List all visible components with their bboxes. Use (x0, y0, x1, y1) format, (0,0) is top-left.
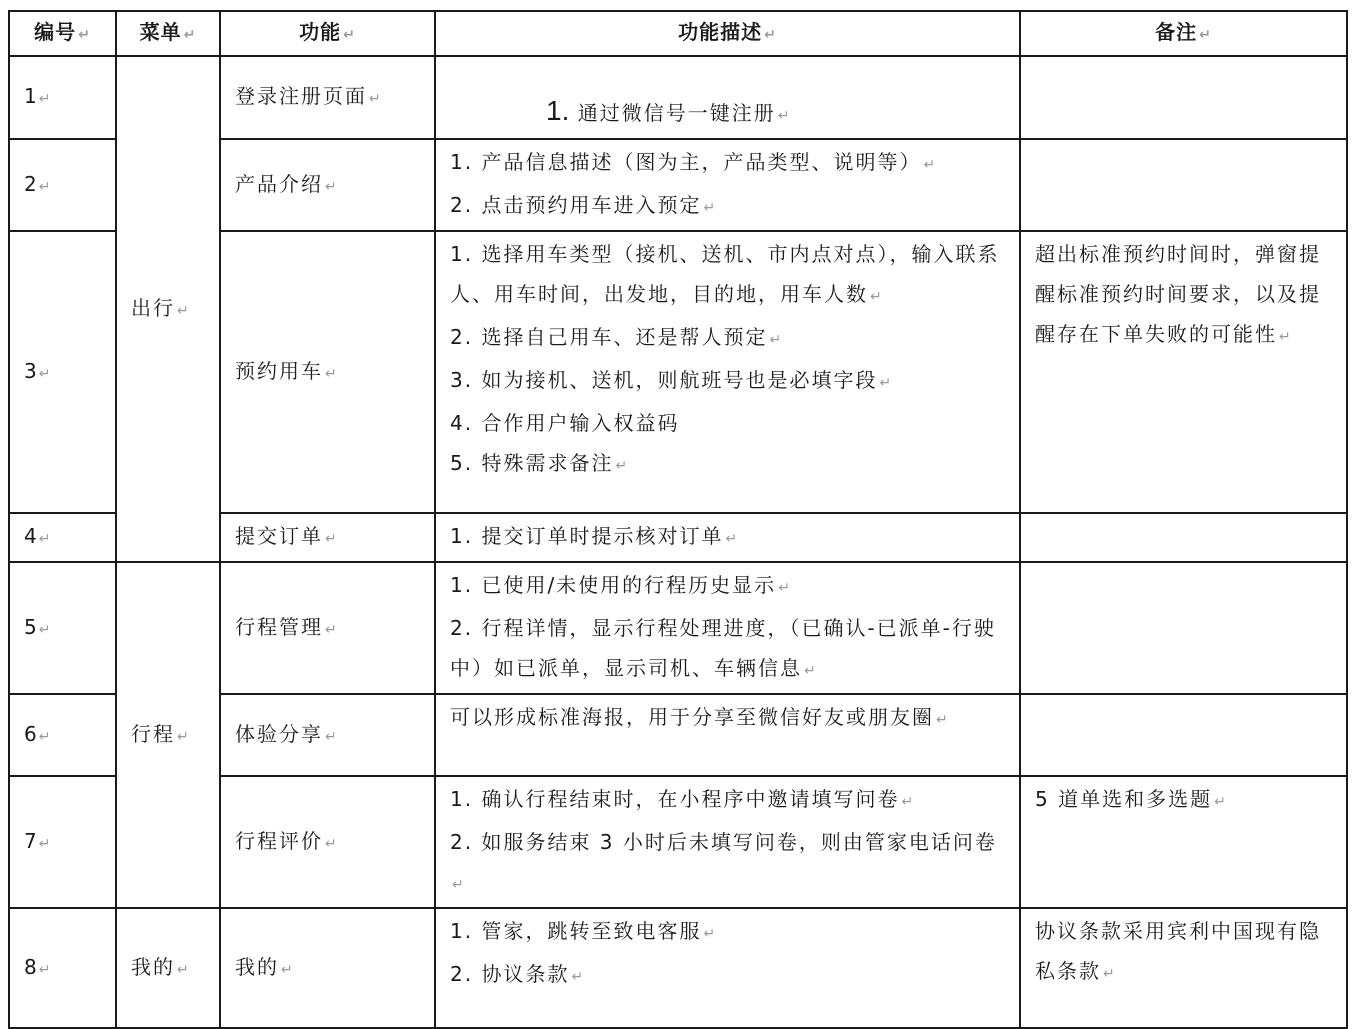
table-row (9, 562, 1347, 694)
table-row (9, 908, 1347, 1028)
description-cell: 1. 产品信息描述（图为主，产品类型、说明等） ↵ 2. 点击预约用车进入预定 ↵ (435, 139, 1020, 231)
menu-cell: 我的 ↵ (116, 908, 220, 1028)
note-cell (1020, 562, 1347, 694)
row-number: 1 ↵ (9, 56, 116, 139)
row-number: 7 ↵ (9, 776, 116, 908)
header-description: 功能描述 ↵ (435, 11, 1020, 56)
feature-cell: 行程评价 ↵ (220, 776, 435, 908)
description-cell: 可以形成标准海报，用于分享至微信好友或朋友圈 ↵ (435, 694, 1020, 776)
feature-spec-table (8, 10, 1348, 1029)
description-cell: 1. 提交订单时提示核对订单 ↵ (435, 513, 1020, 562)
header-row (9, 11, 1347, 56)
row-number: 5 ↵ (9, 562, 116, 694)
note-cell (1020, 513, 1347, 562)
feature-cell: 登录注册页面 ↵ (220, 56, 435, 139)
note-cell (1020, 56, 1347, 139)
note-cell (1020, 694, 1347, 776)
note-cell: 协议条款采用宾利中国现有隐私条款 ↵ (1020, 908, 1347, 1028)
header-menu: 菜单 ↵ (116, 11, 220, 56)
row-number: 4 ↵ (9, 513, 116, 562)
description-cell: 1. 确认行程结束时，在小程序中邀请填写问卷 ↵ 2. 如服务结束 3 小时后未填写问卷，则由管家电话问卷↵ (435, 776, 1020, 908)
row-number: 8 ↵ (9, 908, 116, 1028)
feature-cell: 行程管理 ↵ (220, 562, 435, 694)
description-cell: 1. 已使用/未使用的行程历史显示 ↵ 2. 行程详情，显示行程处理进度，（已确认-已派单-行驶中）如已派单，显示司机、车辆信息 ↵ (435, 562, 1020, 694)
description-cell: 1. 选择用车类型（接机、送机、市内点对点），输入联系人、用车时间，出发地，目的地，用车人数 ↵ 2. 选择自己用车、还是帮人预定 ↵ 3. 如为接机、送机，则航班号也是必填字段 ↵ 4. 合作用户输入权益码 5. 特殊需求备注 ↵ (435, 231, 1020, 513)
row-number: 6 ↵ (9, 694, 116, 776)
note-cell (1020, 139, 1347, 231)
row-number: 3 ↵ (9, 231, 116, 513)
note-cell: 5 道单选和多选题 ↵ (1020, 776, 1347, 908)
feature-cell: 体验分享 ↵ (220, 694, 435, 776)
feature-cell: 预约用车 ↵ (220, 231, 435, 513)
feature-cell: 我的 ↵ (220, 908, 435, 1028)
header-feature: 功能 ↵ (220, 11, 435, 56)
feature-cell: 提交订单 ↵ (220, 513, 435, 562)
note-cell: 超出标准预约时间时，弹窗提醒标准预约时间要求，以及提醒存在下单失败的可能性 ↵ (1020, 231, 1347, 513)
header-note: 备注 ↵ (1020, 11, 1347, 56)
description-cell: 1. 管家，跳转至致电客服 ↵ 2. 协议条款 ↵ (435, 908, 1020, 1028)
description-cell: 1. 通过微信号一键注册 ↵ (435, 56, 1020, 139)
table-row (9, 56, 1347, 139)
feature-cell: 产品介绍 ↵ (220, 139, 435, 231)
row-number: 2 ↵ (9, 139, 116, 231)
menu-cell: 行程 ↵ (116, 562, 220, 908)
menu-cell: 出行 ↵ (116, 56, 220, 562)
header-number: 编号 ↵ (9, 11, 116, 56)
